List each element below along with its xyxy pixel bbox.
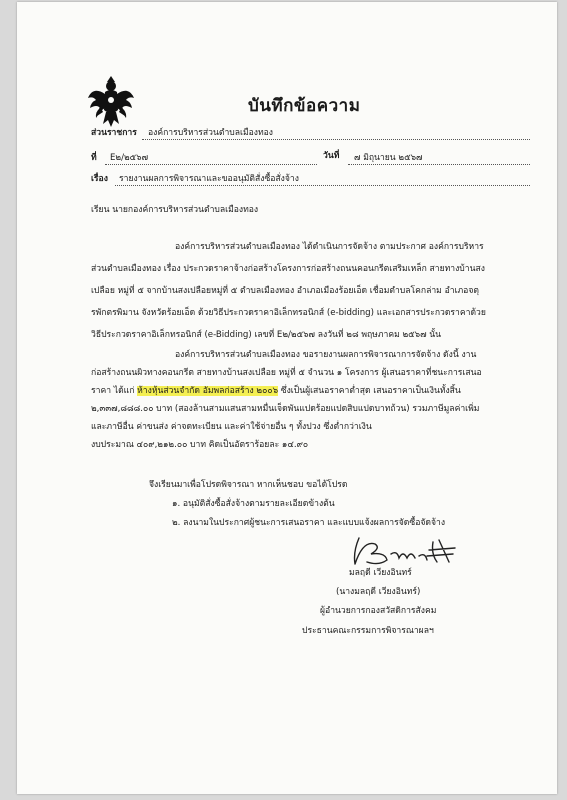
winner-highlight: ห้างหุ้นส่วนจำกัด อัมพลก่อสร้าง ๒๐๐๖ [137,386,279,396]
request-item: ๒. ลงนามในประกาศผู้ชนะการเสนอราคา และแบบแจ้งผลการจัดซื้อจัดจ้าง [172,518,446,528]
agency-rule [142,139,530,140]
para1-line: เปลือย หมู่ที่ ๕ จากบ้านสงเปลือยหมู่ที่ ๕ ตำบลเมืองทอง อำเภอเมืองร้อยเอ็ด เชื่อมตำบลโคกล่าม อำเภอจตุ [91,286,479,296]
ref-rule [105,164,317,165]
para2-line: องค์การบริหารส่วนตำบลเมืองทอง ขอรายงานผลการพิจารณาการจัดจ้าง ดังนี้ งาน [175,350,477,360]
ref-label: ที่ [91,153,97,163]
subject-label: เรื่อง [91,174,108,184]
signer-short-name: มลฤดี เวียงอินทร์ [349,568,412,578]
agency-label: ส่วนราชการ [91,128,137,138]
para2-winner-pre: ราคา ได้แก่ [91,386,135,396]
para2-line-winner [91,386,461,397]
memo-page [17,2,557,794]
ref-value: E๒/๒๕๖๗ [110,153,149,163]
agency-value: องค์การบริหารส่วนตำบลเมืองทอง [148,128,273,138]
request-line: จึงเรียนมาเพื่อโปรดพิจารณา หากเห็นชอบ ขอได้โปรด [149,480,348,490]
subject-value: รายงานผลการพิจารณาและขออนุมัติสั่งซื้อสั่งจ้าง [119,174,299,184]
salutation: เรียน นายกองค์การบริหารส่วนตำบลเมืองทอง [91,205,259,215]
para1-line: ส่วนตำบลเมืองทอง เรื่อง ประกวดราคาจ้างก่อสร้างโครงการก่อสร้างถนนคอนกรีตเสริมเหล็ก สายทางบ้านสง [91,264,485,274]
signer-position: ผู้อำนวยการกองสวัสดิการสังคม [320,606,437,616]
para2-line: ก่อสร้างถนนผิวทางคอนกรีต สายทางบ้านสงเปลือย หมู่ที่ ๕ จำนวน ๑ โครงการ ผู้เสนอราคาที่ชนะการเสนอ [91,368,482,378]
request-item: ๑. อนุมัติสั่งซื้อสั่งจ้างตามรายละเอียดข้างต้น [172,499,335,509]
garuda-emblem-icon [87,76,135,128]
para1-line: วิธีประกวดราคาอิเล็กทรอนิกส์ (e-Bidding) เลขที่ E๒/๒๕๖๗ ลงวันที่ ๒๘ พฤษภาคม ๒๕๖๗ นั้น [91,330,442,340]
date-value: ๗ มิถุนายน ๒๕๖๗ [354,153,423,163]
para2-line: และภาษีอื่น ค่าขนส่ง ค่าจดทะเบียน และค่าใช้จ่ายอื่น ๆ ทั้งปวง ซึ่งต่ำกว่าเงิน [91,422,372,432]
date-rule [348,164,530,165]
para1-line: องค์การบริหารส่วนตำบลเมืองทอง ได้ดำเนินการจัดจ้าง ตามประกาศ องค์การบริหาร [175,242,484,252]
document-title: บันทึกข้อความ [248,96,361,116]
subject-rule [115,185,530,186]
para2-winner-post: ซึ่งเป็นผู้เสนอราคาต่ำสุด เสนอราคาเป็นเงินทั้งสิ้น [280,386,461,396]
signer-committee: ประธานคณะกรรมการพิจารณาผลฯ [302,626,434,636]
para1-line: รพักตรพิมาน จังหวัดร้อยเอ็ด ด้วยวิธีประกวดราคาอิเล็กทรอนิกส์ (e-bidding) และเอกสารประกวดราคาด้วย [91,308,486,318]
date-label: วันที่ [323,151,340,161]
signer-full-name: (นางมลฤดี เวียงอินทร์) [336,587,421,597]
para2-line: ๒,๓๓๗,๘๘๘.๐๐ บาท (สองล้านสามแสนสามหมื่นเจ็ดพันแปดร้อยแปดสิบแปดบาทถ้วน) รวมภาษีมูลค่าเพิ่ม [91,404,480,414]
para2-line: งบประมาณ ๔๐๙,๒๑๒.๐๐ บาท คิดเป็นอัตราร้อยละ ๑๔.๙๐ [91,440,309,450]
handwritten-signature [345,532,465,572]
